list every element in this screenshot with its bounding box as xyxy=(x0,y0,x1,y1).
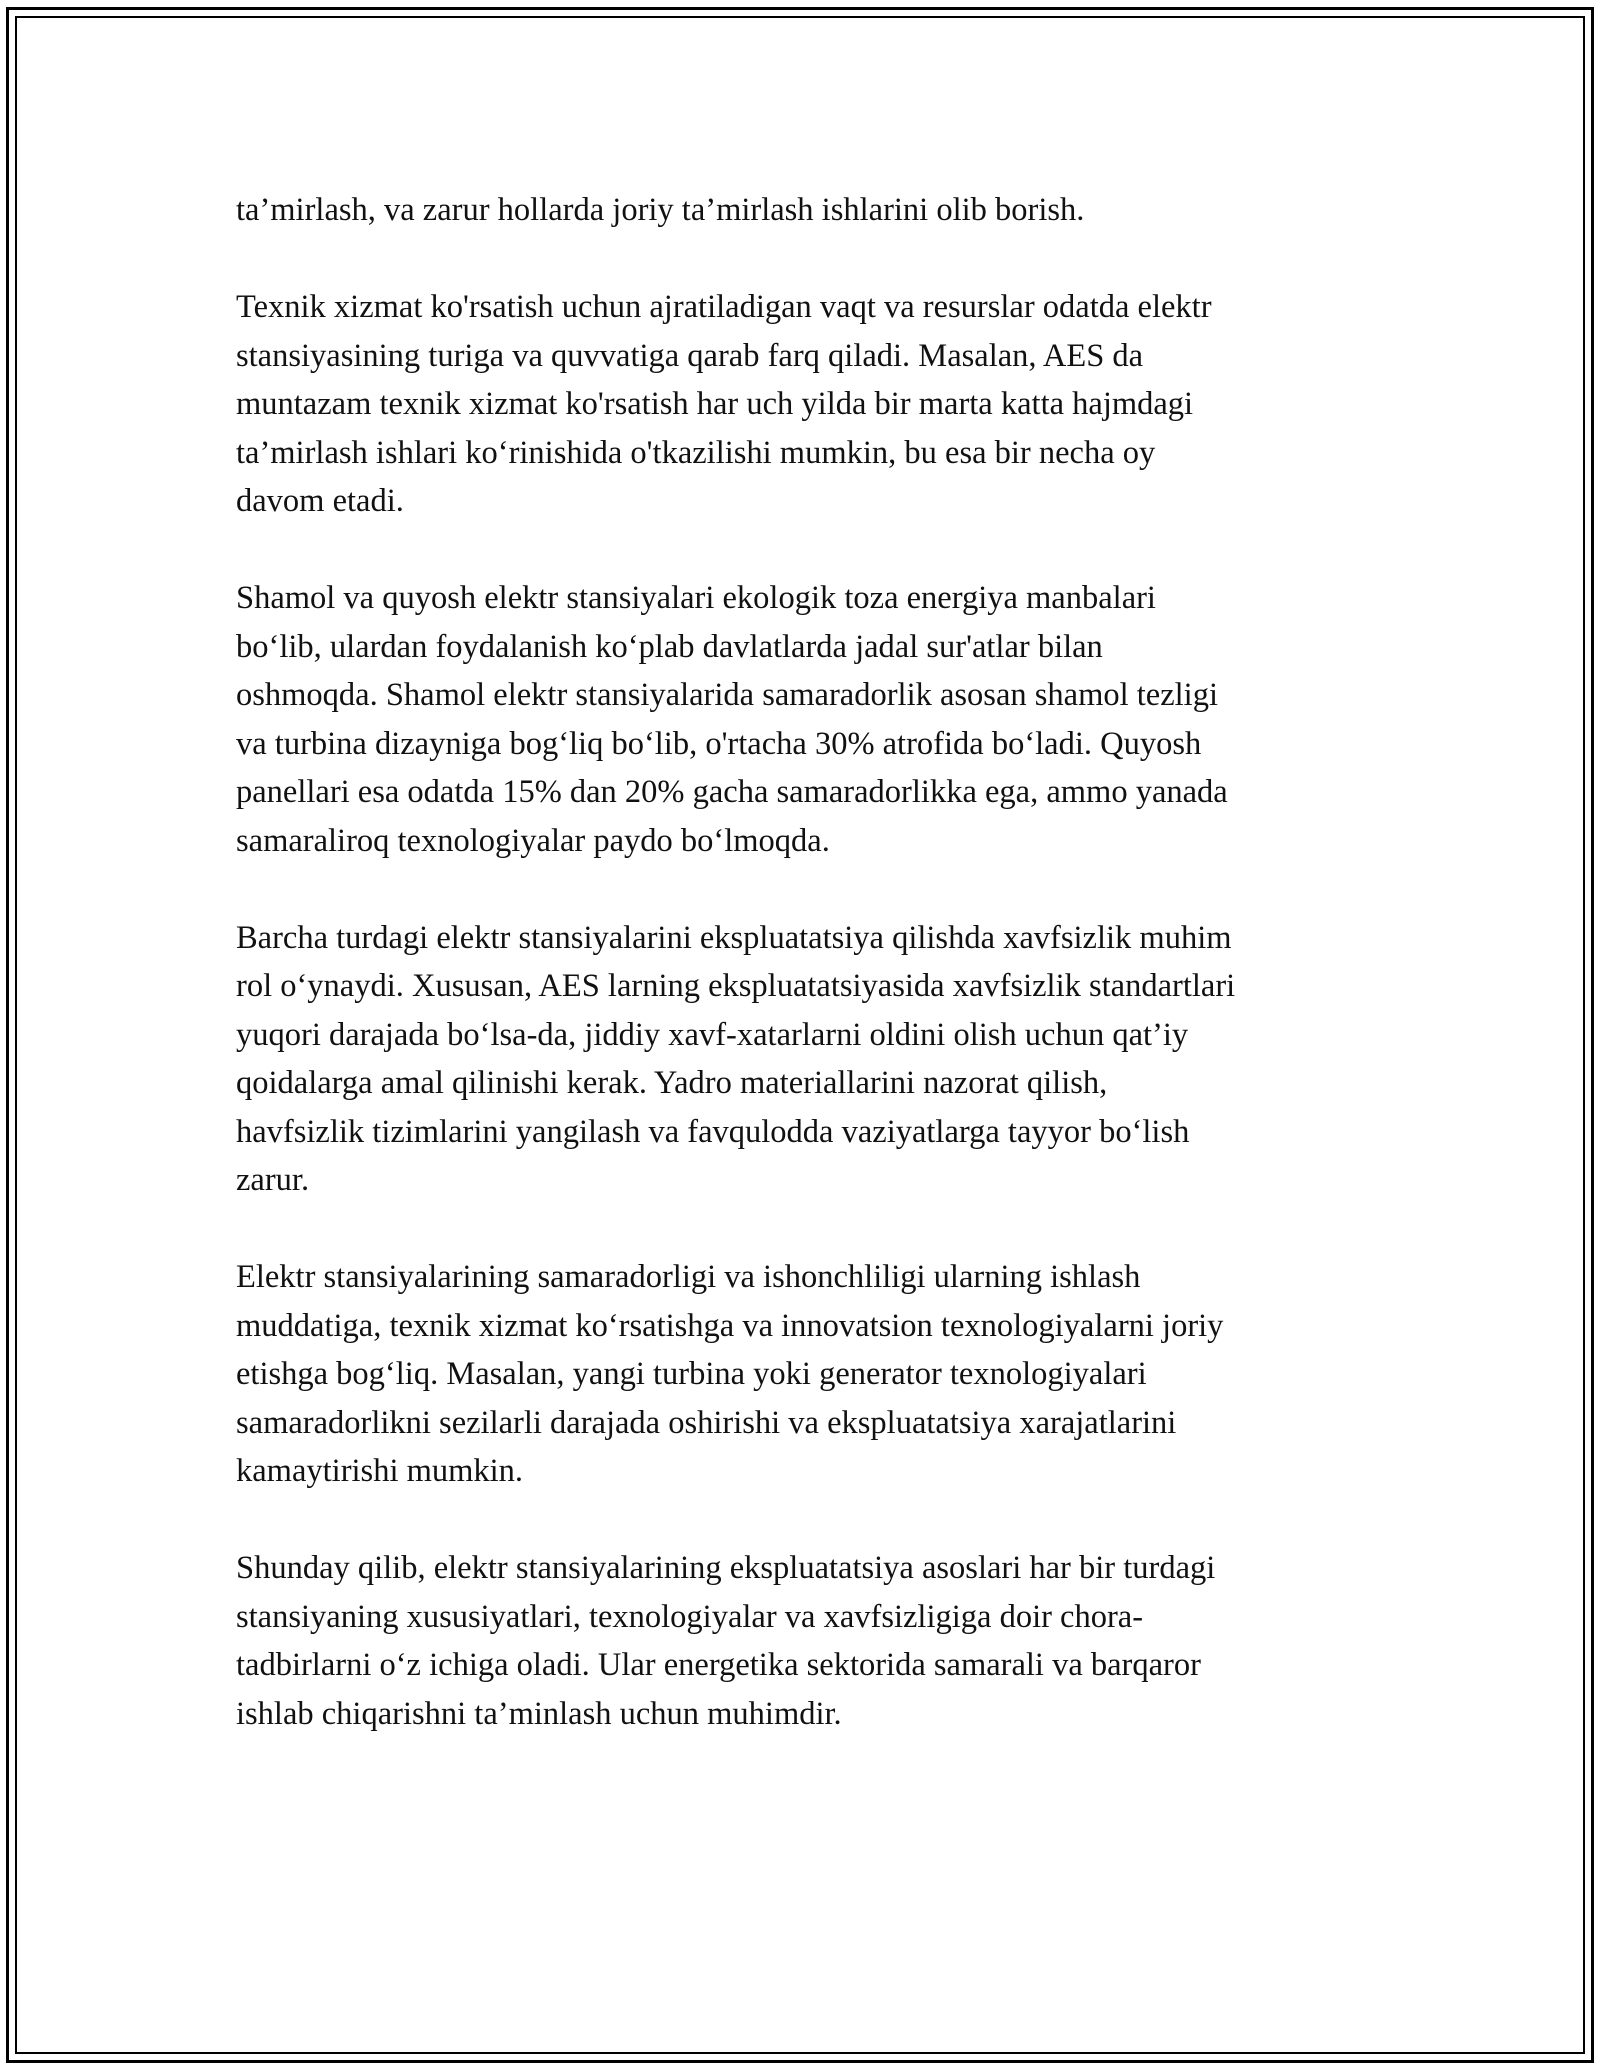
page-body xyxy=(236,186,1366,1787)
paragraph-wind-solar: Shamol va quyosh elektr stansiyalari ekologik toza energiya manbalari bo‘lib, ulardan foydalanish ko‘plab davlatlarda jadal sur'atlar bilan oshmoqda. Shamol elektr stansiyalarida samaradorlik asosan shamol tezligi va turbina dizayniga bog‘liq bo‘lib, o'rtacha 30% atrofida bo‘ladi. Quyosh panellari esa odatda 15% dan 20% gacha samaradorlikka ega, ammo yanada samaraliroq texnologiyalar paydo bo‘lmoqda. xyxy=(236,580,1228,859)
paragraph-continuation: ta’mirlash, va zarur hollarda joriy ta’mirlash ishlarini olib borish. xyxy=(236,192,1085,228)
paragraph-maintenance: Texnik xizmat ko'rsatish uchun ajratiladigan vaqt va resurslar odatda elektr stansiyasining turiga va quvvatiga qarab farq qiladi. Masalan, AES da muntazam texnik xizmat ko'rsatish har uch yilda bir marta katta hajmdagi ta’mirlash ishlari ko‘rinishida o'tkazilishi mumkin, bu esa bir necha oy davom etadi. xyxy=(236,289,1212,519)
paragraph-efficiency: Elektr stansiyalarining samaradorligi va ishonchliligi ularning ishlash muddatiga, texnik xizmat ko‘rsatishga va innovatsion texnologiyalarni joriy etishga bog‘liq. Masalan, yangi turbina yoki generator texnologiyalari samaradorlikni sezilarli darajada oshirishi va ekspluatatsiya xarajatlarini kamaytirishi mumkin. xyxy=(236,1259,1224,1489)
paragraph-conclusion: Shunday qilib, elektr stansiyalarining ekspluatatsiya asoslari har bir turdagi stansiyaning xususiyatlari, texnologiyalar va xavfsizligiga doir chora- tadbirlarni o‘z ichiga oladi. Ular energetika sektorida samarali va barqaror ishlab chiqarishni ta’minlash uchun muhimdir. xyxy=(236,1550,1216,1732)
paragraph-safety: Barcha turdagi elektr stansiyalarini ekspluatatsiya qilishda xavfsizlik muhim rol o‘ynaydi. Xususan, AES larning ekspluatatsiyasida xavfsizlik standartlari yuqori darajada bo‘lsa-da, jiddiy xavf-xatarlarni oldini olish uchun qat’iy qoidalarga amal qilinishi kerak. Yadro materiallarini nazorat qilish, havfsizlik tizimlarini yangilash va favqulodda vaziyatlarga tayyor bo‘lish zarur. xyxy=(236,919,1236,1198)
